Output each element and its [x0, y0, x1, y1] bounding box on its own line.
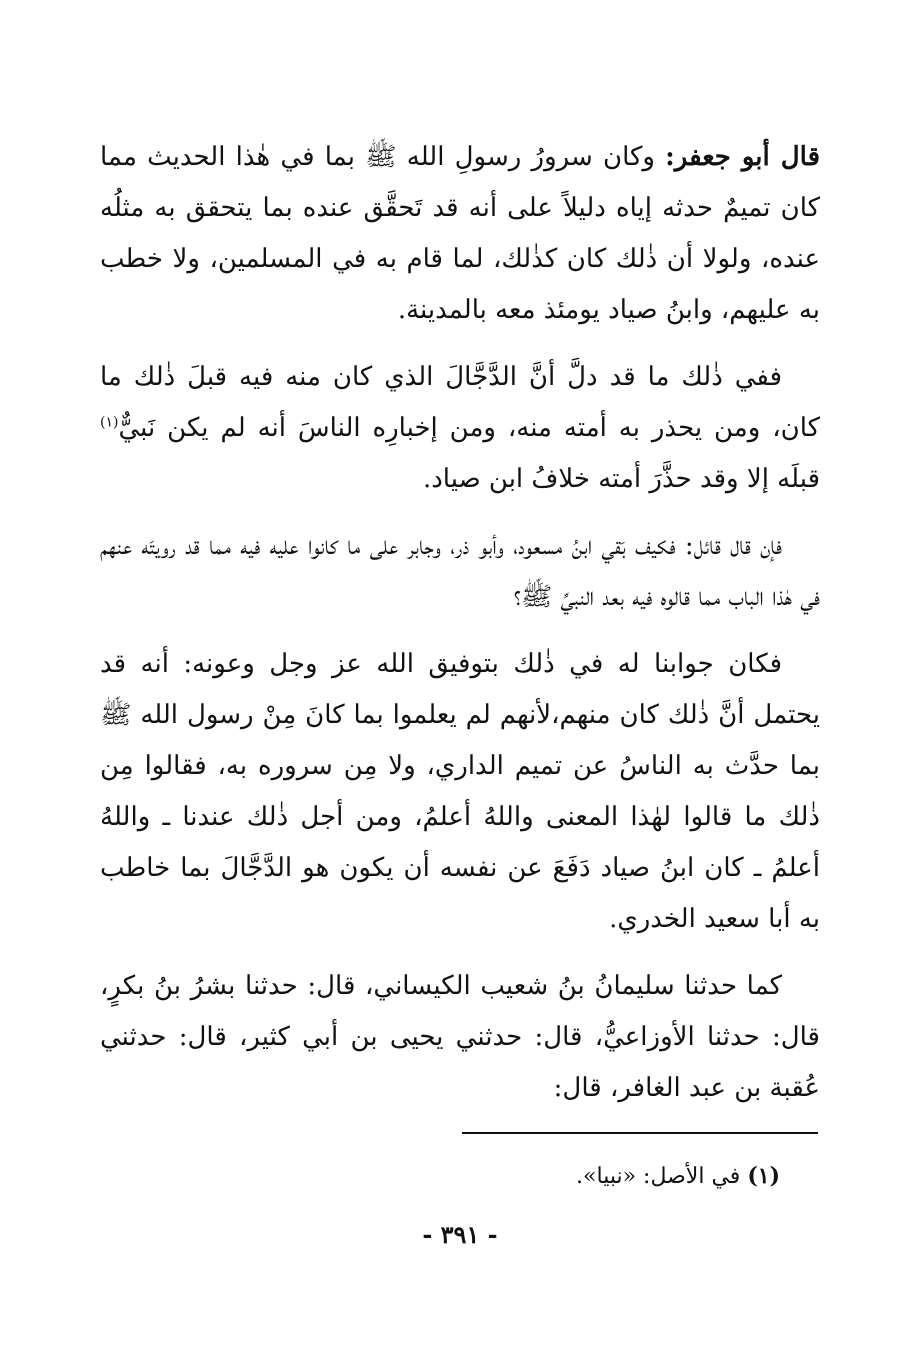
paragraph-2-tail: قبلَه إلا وقد حذَّرَ أمته خلافُ ابن صياد. [422, 464, 820, 494]
main-text [100, 132, 820, 1130]
footnote [576, 1158, 780, 1195]
paragraph-2 [100, 352, 820, 505]
paragraph-1 [100, 132, 820, 336]
paragraph-5: كما حدثنا سليمانُ بنُ شعيب الكيساني، قال: حدثنا بشرُ بنُ بكرٍ، قال: حدثنا الأوزاعيُّ، قال: حدثني يحيى بن أبي كثير، قال: حدثني عُقبة بن عبد الغافر، قال: [100, 971, 820, 1103]
paragraph-2-text: ففي ذٰلك ما قد دلَّ أنَّ الدَّجَّالَ الذي كان منه فيه قبلَ ذٰلك ما كان، ومن يحذر به أمته منه، ومن إخبارِه الناسَ أنه لم يكن نَبيٌّ [100, 362, 820, 443]
speaker-lead: قال أبو جعفر: [665, 142, 821, 172]
paragraph-3: فإن قال قائل: فكيف بَقي ابنُ مسعود، وأبو ذر، وجابر على ما كانوا عليه فيه مما قد رويتَه عنهم في هٰذا الباب مما قالوه فيه بعد النبيِّ ﷺ؟ [100, 531, 820, 612]
paragraph-4: فكان جوابنا له في ذٰلك بتوفيق الله عز وجل وعونه: أنه قد يحتمل أنَّ ذٰلك كان منهم،لأنهم لم يعلموا بما كانَ مِنْ رسول الله ﷺ بما حدَّث به الناسُ عن تميم الداري، ولا مِن سروره به، فقالوا مِن ذٰلك ما قالوا لهٰذا المعنى واللهُ أعلمُ، ومن أجل ذٰلك عندنا ـ واللهُ أعلمُ ـ كان ابنُ صياد دَفَعَ عن نفسه أن يكون هو الدَّجَّالَ بما خاطب به أبا سعيد الخدري. [100, 649, 820, 934]
footnote-text: في الأصل: «نبيا». [576, 1164, 741, 1189]
footnote-number: (١) [747, 1163, 780, 1189]
footnote-marker[interactable]: (١) [100, 414, 119, 431]
footnote-divider [462, 1132, 818, 1134]
paragraph-1-text: وكان سرورُ رسولِ الله ﷺ بما في هٰذا الحديث مما كان تميمٌ حدثه إياه دليلاً على أنه قد تَحقَّق عنده بما يتحقق به مثلُه عنده، ولولا أن ذٰلك كان كذٰلك، لما قام به في المسلمين، ولا خطب به عليهم، وابنُ صياد يومئذ معه بالمدينة. [100, 142, 820, 325]
page-number: - ٣٩١ - [422, 1220, 498, 1249]
